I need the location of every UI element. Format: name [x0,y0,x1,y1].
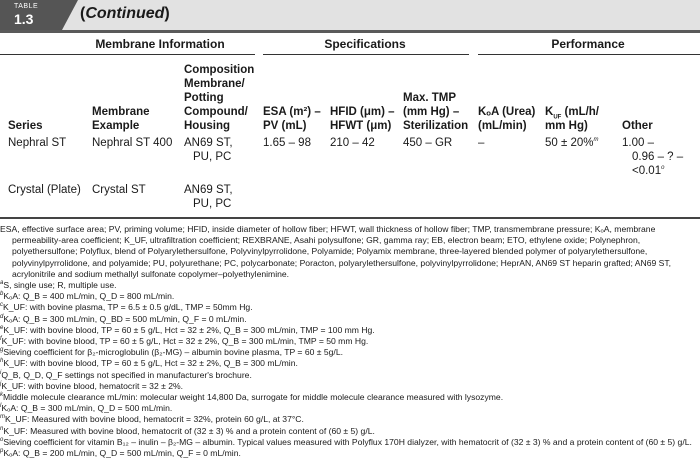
cell-koa: – [478,137,485,149]
table-number: 1.3 [14,11,34,27]
cell-kuf: 50 ± 20%$^m$ [545,137,599,149]
footnote-g: $^g$Sieving coefficient for β₂-microglobulin (β₂-MG) – albumin bovine plasma, TP = 60 ± 5g/L. [0,347,343,358]
footnote-e: $^e$K_UF: with bovine blood, TP = 60 ± 5 g/L, Hct = 32 ± 2%, Q_B = 300 mL/min, TMP = 100 mm Hg. [0,324,375,335]
col-hfid-hfwt: HFID (μm) – HFWT (μm) [330,106,395,132]
group-rule-membrane [0,54,255,55]
col-esa-pv: ESA (m²) – PV (mL) [263,106,321,132]
cell-example: Crystal ST [92,184,146,196]
col-series: Series [8,120,43,132]
cell-example: Nephral ST 400 [92,137,173,149]
footnote-c: $^c$K_UF: with bovine plasma, TP = 6.5 ± 0.5 g/dL, TMP = 50mm Hg. [0,302,253,313]
cell-series: Crystal (Plate) [8,184,81,196]
col-kuf: $K_{UF}$ (mL/h/ mm Hg) [545,106,600,132]
group-membrane-information: Membrane Information [95,37,225,51]
footnote-j: $^j$K_UF: with bovine blood, hematocrit = 32 ± 2%. [0,380,184,391]
cell-max-tmp: 450 – GR [403,137,453,149]
footnote-b: $^b$KₒA: Q_B = 400 mL/min, Q_D = 800 mL/min. [0,291,175,302]
table-tag-slant [62,0,78,30]
cell-other: 1.00 – 0.96 – ? – $<0.01^o$ [622,137,684,177]
group-specifications: Specifications [324,37,406,51]
col-koa-urea: KₒA (Urea) (mL/min) [478,106,536,132]
col-composition: Composition Membrane/ Potting Compound/ Housing [184,64,255,132]
cell-hfid-hfwt: 210 – 42 [330,137,375,149]
cell-composition: AN69 ST, PU, PC [184,184,233,210]
group-rule-specs [263,54,469,55]
cell-series: Nephral ST [8,137,67,149]
header-rule [0,30,700,33]
col-membrane-example: Membrane Example [92,106,150,132]
group-performance: Performance [551,37,625,51]
cell-esa-pv: 1.65 – 98 [263,137,311,149]
cell-composition: AN69 ST, PU, PC [184,137,233,163]
footnote-m: $^m$K_UF: Measured with bovine blood, hematocrit = 32%, protein 60 g/L, at 37°C. [0,414,304,425]
footnote-l: $^l$KₒA: Q_B = 300 mL/min, Q_D = 500 mL/min. [0,403,173,414]
col-other: Other [622,120,653,132]
col-max-tmp: Max. TMP (mm Hg) – Sterilization [403,92,469,132]
footnote-h: $^h$K_UF: with bovine blood, TP = 60 ± 5 g/L, Hct = 32 ± 2%, Q_B = 300 mL/min. [0,358,298,369]
footnote-k: $^k$Middle molecule clearance mL/min: molecular weight 14,800 Da, surrogate for middle molecule clearance measured with lysozyme. [0,392,504,403]
footnote-i: $^i$Q_B, Q_D, Q_F settings not specified in manufacturer's brochure. [0,369,252,380]
footnote-n: $^n$K_UF: Measured with bovine blood, hematocrit of (32 ± 3) % and a protein content of (60 ± 5) g/L. [0,425,375,436]
table-bottom-rule [0,217,700,219]
table-title: (Continued) [80,5,170,22]
group-rule-performance [478,54,700,55]
footnote-abbreviations: ESA, effective surface area; PV, priming volume; HFID, inside diameter of hollow fiber; HFWT, wall thickness of hollow fiber; TMP, transmembrane pressure; KₒA, membrane permeability-area coefficient; K_UF, ultrafiltration coefficient; REXBRANE, Asahi polysulfone; GR, gamma ray; EB, electron beam; ETO, ethylene oxide; Polynephron, polyethersulfone; Polyflux, blend of Polyarylethersulfone, Polyvinylpyrrolidone, Polyamide; Polyamix membrane, three-layered blended polymer of polyarylethersulfone, polyvinylpyrrolidone, and polyamide; PU, polyurethane; PC, polycarbonate; Poracton, polyarylethersulfone, polyvinylpyrrolidone; HeprAN, AN69 ST heparin grafted; AN69 ST, acrylonitrile and sodium methallyl sulfonate copolymer–polyethylenimine. [0,224,672,279]
table-tag [0,0,62,30]
table-tag-label: TABLE [14,3,39,10]
footnote-a: $^a$S, single use; R, multiple use. [0,280,117,291]
footnotes [0,224,700,459]
footnote-o: $^o$Sieving coefficient for vitamin B₁₂ – inulin – β₂-MG – albumin. Typical values measured with Polyflux 170H dialyzer, with hematocrit of (32 ± 3) % and a protein content of (60 ± 5) g/L. [0,436,692,447]
footnote-d: $^d$KₒA: Q_B = 300 mL/min, Q_BD = 500 mL/min, Q_F = 0 mL/min. [0,313,247,324]
footnote-p: $^p$KₒA: Q_B = 200 mL/min, Q_D = 500 mL/min, Q_F = 0 mL/min. [0,448,241,459]
footnote-f: $^f$K_UF: with bovine blood, TP = 60 ± 5 g/L, Hct = 32 ± 2%, Q_B = 300 mL/min, TMP = 50 mm Hg. [0,336,369,347]
